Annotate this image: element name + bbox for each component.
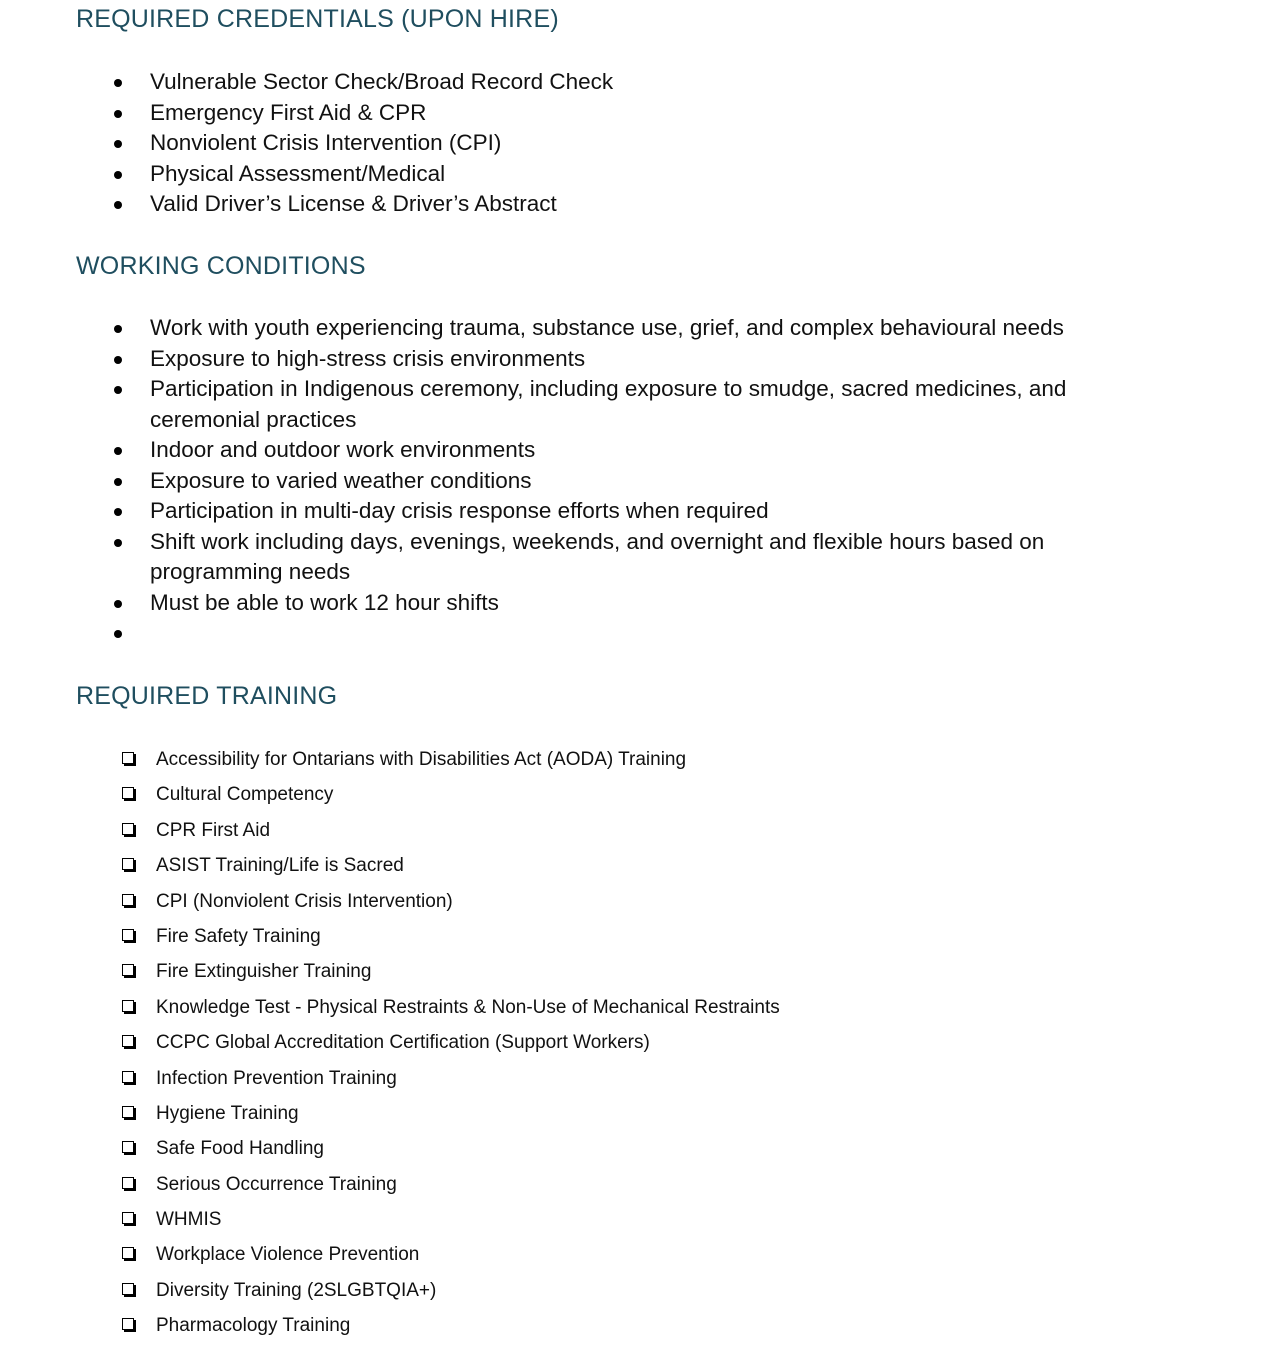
checkbox-icon (122, 1283, 134, 1295)
list-item (0, 466, 1110, 497)
checkbox-icon (122, 787, 134, 799)
checkbox-icon (122, 823, 134, 835)
list-item (0, 189, 1110, 220)
bullet-icon (114, 386, 122, 394)
credentials-heading: REQUIRED CREDENTIALS (UPON HIRE) (76, 5, 559, 33)
list-item (0, 374, 1110, 435)
list-item-text: Participation in Indigenous ceremony, including exposure to smudge, sacred medicines, and ceremonial practices (150, 376, 1067, 432)
bullet-icon (114, 110, 122, 118)
checklist-item-text: ASIST Training/Life is Sacred (156, 855, 404, 877)
list-item (0, 313, 1110, 344)
checkbox-icon (122, 1035, 134, 1047)
list-item-text: Vulnerable Sector Check/Broad Record Check (150, 69, 614, 94)
checklist-item-text: CCPC Global Accreditation Certification (Support Workers) (156, 1032, 650, 1054)
checklist-item (0, 1237, 1275, 1272)
bullet-icon (114, 600, 122, 608)
checklist-item (0, 919, 1275, 954)
list-item (0, 618, 1110, 649)
training-heading: REQUIRED TRAINING (76, 682, 338, 710)
list-item (0, 344, 1110, 375)
checkbox-icon (122, 1212, 134, 1224)
checkbox-icon (122, 1071, 134, 1083)
working-conditions-list (0, 313, 1275, 649)
checklist-item (0, 954, 1275, 989)
bullet-icon (114, 508, 122, 516)
bullet-icon (114, 356, 122, 364)
bullet-icon (114, 79, 122, 87)
bullet-icon (114, 171, 122, 179)
list-item-text: Exposure to varied weather conditions (150, 467, 532, 493)
list-item-text: Emergency First Aid & CPR (150, 99, 427, 125)
list-item-text: Shift work including days, evenings, weekends, and overnight and flexible hours based on programming needs (150, 528, 1045, 584)
list-item (0, 128, 1110, 159)
checklist-item-text: Infection Prevention Training (156, 1067, 397, 1089)
checklist-item-text: Hygiene Training (156, 1102, 299, 1124)
checkbox-icon (122, 858, 134, 870)
checklist-item-text: CPI (Nonviolent Crisis Intervention) (156, 890, 453, 912)
checklist-item-text: CPR First Aid (156, 819, 271, 841)
list-item (0, 588, 1110, 619)
checklist-item-text: Fire Extinguisher Training (156, 961, 372, 983)
checklist-item-text: Cultural Competency (156, 784, 334, 806)
checkbox-icon (122, 964, 134, 976)
checkbox-icon (122, 752, 134, 764)
training-checklist (0, 742, 1275, 1344)
list-item-text: Valid Driver’s License & Driver’s Abstract (150, 191, 557, 216)
list-item-text: Indoor and outdoor work environments (150, 437, 536, 462)
checklist-item (0, 990, 1275, 1025)
bullet-icon (114, 478, 122, 486)
bullet-icon (114, 447, 122, 455)
list-item (0, 435, 1110, 466)
checklist-item (0, 1202, 1275, 1237)
checkbox-icon (122, 1247, 134, 1259)
checkbox-icon (122, 894, 134, 906)
list-item-text: Exposure to high-stress crisis environments (150, 345, 586, 371)
list-item (0, 496, 1110, 527)
list-item-text: Work with youth experiencing trauma, substance use, grief, and complex behavioural needs (150, 315, 1064, 340)
bullet-icon (114, 539, 122, 547)
checklist-item (0, 1273, 1275, 1308)
checklist-item (0, 1096, 1275, 1131)
list-item (0, 67, 1110, 98)
checklist-item-text: Serious Occurrence Training (156, 1173, 397, 1195)
checklist-item (0, 1131, 1275, 1166)
checklist-item (0, 1167, 1275, 1202)
list-item-text: Must be able to work 12 hour shifts (150, 589, 499, 615)
checkbox-icon (122, 1000, 134, 1012)
checkbox-icon (122, 1177, 134, 1189)
checklist-item (0, 742, 1275, 777)
checklist-item-text: Workplace Violence Prevention (156, 1244, 420, 1266)
bullet-icon (114, 140, 122, 148)
bullet-icon (114, 325, 122, 333)
list-item (0, 159, 1110, 190)
checkbox-icon (122, 1106, 134, 1118)
checklist-item (0, 777, 1275, 812)
checklist-item (0, 884, 1275, 919)
credentials-list (0, 67, 1275, 220)
list-item-text: Nonviolent Crisis Intervention (CPI) (150, 130, 502, 155)
checklist-item-text: Knowledge Test - Physical Restraints & Non-Use of Mechanical Restraints (156, 996, 780, 1018)
list-item-text: Participation in multi-day crisis response efforts when required (150, 498, 769, 523)
checklist-item-text: Fire Safety Training (156, 925, 321, 947)
checklist-item-text: Pharmacology Training (156, 1315, 351, 1337)
checkbox-icon (122, 1318, 134, 1330)
bullet-icon (114, 630, 122, 638)
list-item-text: Physical Assessment/Medical (150, 160, 446, 186)
checklist-item (0, 1061, 1275, 1096)
checklist-item (0, 848, 1275, 883)
working-conditions-heading: WORKING CONDITIONS (76, 252, 366, 280)
checklist-item-text: Safe Food Handling (156, 1138, 324, 1160)
checklist-item-text: Accessibility for Ontarians with Disabilities Act (AODA) Training (156, 749, 687, 770)
list-item (0, 527, 1110, 588)
checklist-item (0, 1308, 1275, 1343)
checklist-item (0, 1025, 1275, 1060)
list-item (0, 98, 1110, 129)
checkbox-icon (122, 1141, 134, 1153)
bullet-icon (114, 201, 122, 209)
checklist-item-text: Diversity Training (2SLGBTQIA+) (156, 1279, 437, 1301)
checkbox-icon (122, 929, 134, 941)
checklist-item-text: WHMIS (156, 1209, 222, 1231)
checklist-item (0, 813, 1275, 848)
